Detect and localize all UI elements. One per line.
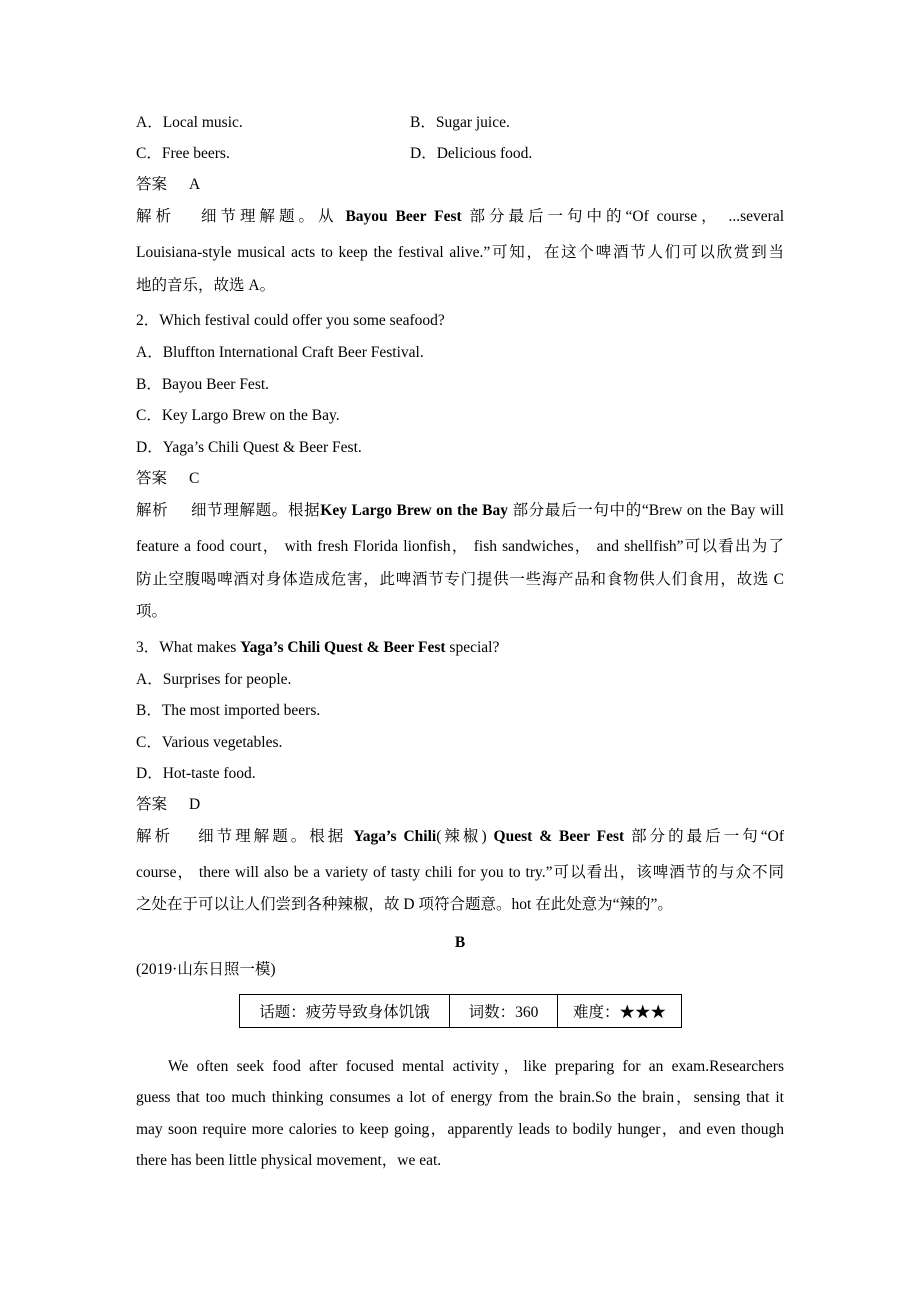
option: D．Hot-taste food. [136, 765, 256, 782]
answer-value: C [189, 470, 200, 487]
source: (2019·山东日照一模) [136, 961, 276, 978]
question [136, 638, 499, 658]
option: A．Bluffton International Craft Beer Festival. [136, 344, 424, 361]
answer-label: 答案 [136, 176, 168, 193]
passage-line: We often seek food after focused mental activity，like preparing for an exam.Researchers [168, 1058, 784, 1075]
analysis-line: 地的音乐，故选 A。 [136, 277, 276, 294]
analysis-line: 防止空腹喝啤酒对身体造成危害，此啤酒节专门提供一些海产品和食物供人们食用，故选 C [136, 571, 784, 588]
bold-text: Key Largo Brew on the Bay [320, 502, 509, 519]
analysis-label: 解析 [136, 208, 176, 225]
answer [136, 469, 199, 489]
text: 3．What makes [136, 639, 237, 656]
bold-text: Yaga’s Chili Quest & Beer Fest [240, 639, 446, 656]
text: 部分最后一句中的“Of course， ...several [469, 208, 785, 225]
answer-label: 答案 [136, 470, 168, 487]
analysis-line [136, 827, 784, 847]
passage-line: may soon require more calories to keep going，apparently leads to bodily hunger，and even though [136, 1121, 784, 1138]
option: C．Key Largo Brew on the Bay. [136, 407, 340, 424]
analysis-line: course， there will also be a variety of tasty chili for you to try.”可以看出，该啤酒节的与众不同 [136, 864, 784, 881]
text: 细节理解题。根据 [195, 828, 347, 845]
text: 部分的最后一句“Of [631, 828, 784, 845]
analysis-label: 解析 [136, 828, 174, 845]
option: C．Free beers. [136, 145, 230, 162]
passage-line: guess that too much thinking consumes a lot of energy from the brain.So the brain，sensing that it [136, 1089, 784, 1106]
analysis-line: feature a food court， with fresh Florida lionfish， fish sandwiches， and shellfish”可以看出为了 [136, 538, 784, 555]
passage-line: there has been little physical movement，we eat. [136, 1152, 442, 1169]
analysis-line: 项。 [136, 603, 168, 620]
answer [136, 795, 200, 815]
option: A．Local music. [136, 114, 243, 131]
answer-value: A [189, 176, 201, 193]
topic-cell: 话题：疲劳导致身体饥饿 [240, 995, 450, 1027]
option: B．Bayou Beer Fest. [136, 376, 270, 393]
option: A．Surprises for people. [136, 671, 292, 688]
bold-text: Quest & Beer Fest [493, 828, 625, 845]
difficulty-cell: 难度：★★★ [572, 1004, 666, 1021]
text: special? [449, 639, 500, 656]
answer [136, 175, 200, 195]
text: 细节理解题。根据 [190, 502, 321, 519]
option: B．The most imported beers. [136, 702, 321, 719]
answer-value: D [189, 796, 201, 813]
option: C．Various vegetables. [136, 734, 283, 751]
answer-label: 答案 [136, 796, 168, 813]
text: (辣椒) [436, 828, 487, 845]
question: 2．Which festival could offer you some seafood? [136, 312, 445, 329]
analysis-line: Louisiana-style musical acts to keep the festival alive.”可知，在这个啤酒节人们可以欣赏到当 [136, 244, 784, 261]
text: 部分最后一句中的“Brew on the Bay will [512, 502, 784, 519]
section-title: B [454, 934, 466, 951]
analysis-line [136, 207, 784, 227]
option: D．Delicious food. [410, 145, 533, 162]
info-table [239, 994, 682, 1028]
analysis-label: 解析 [136, 502, 169, 519]
analysis-line: 之处在于可以让人们尝到各种辣椒，故 D 项符合题意。hot 在此处意为“辣的”。 [136, 896, 673, 913]
option: D．Yaga’s Chili Quest & Beer Fest. [136, 439, 362, 456]
word-count-cell: 词数：360 [450, 995, 558, 1027]
bold-text: Yaga’s Chili [353, 828, 437, 845]
bold-text: Bayou Beer Fest [345, 208, 462, 225]
text: 细节理解题。从 [197, 208, 338, 225]
analysis-line [136, 501, 784, 521]
option: B．Sugar juice. [410, 114, 510, 131]
